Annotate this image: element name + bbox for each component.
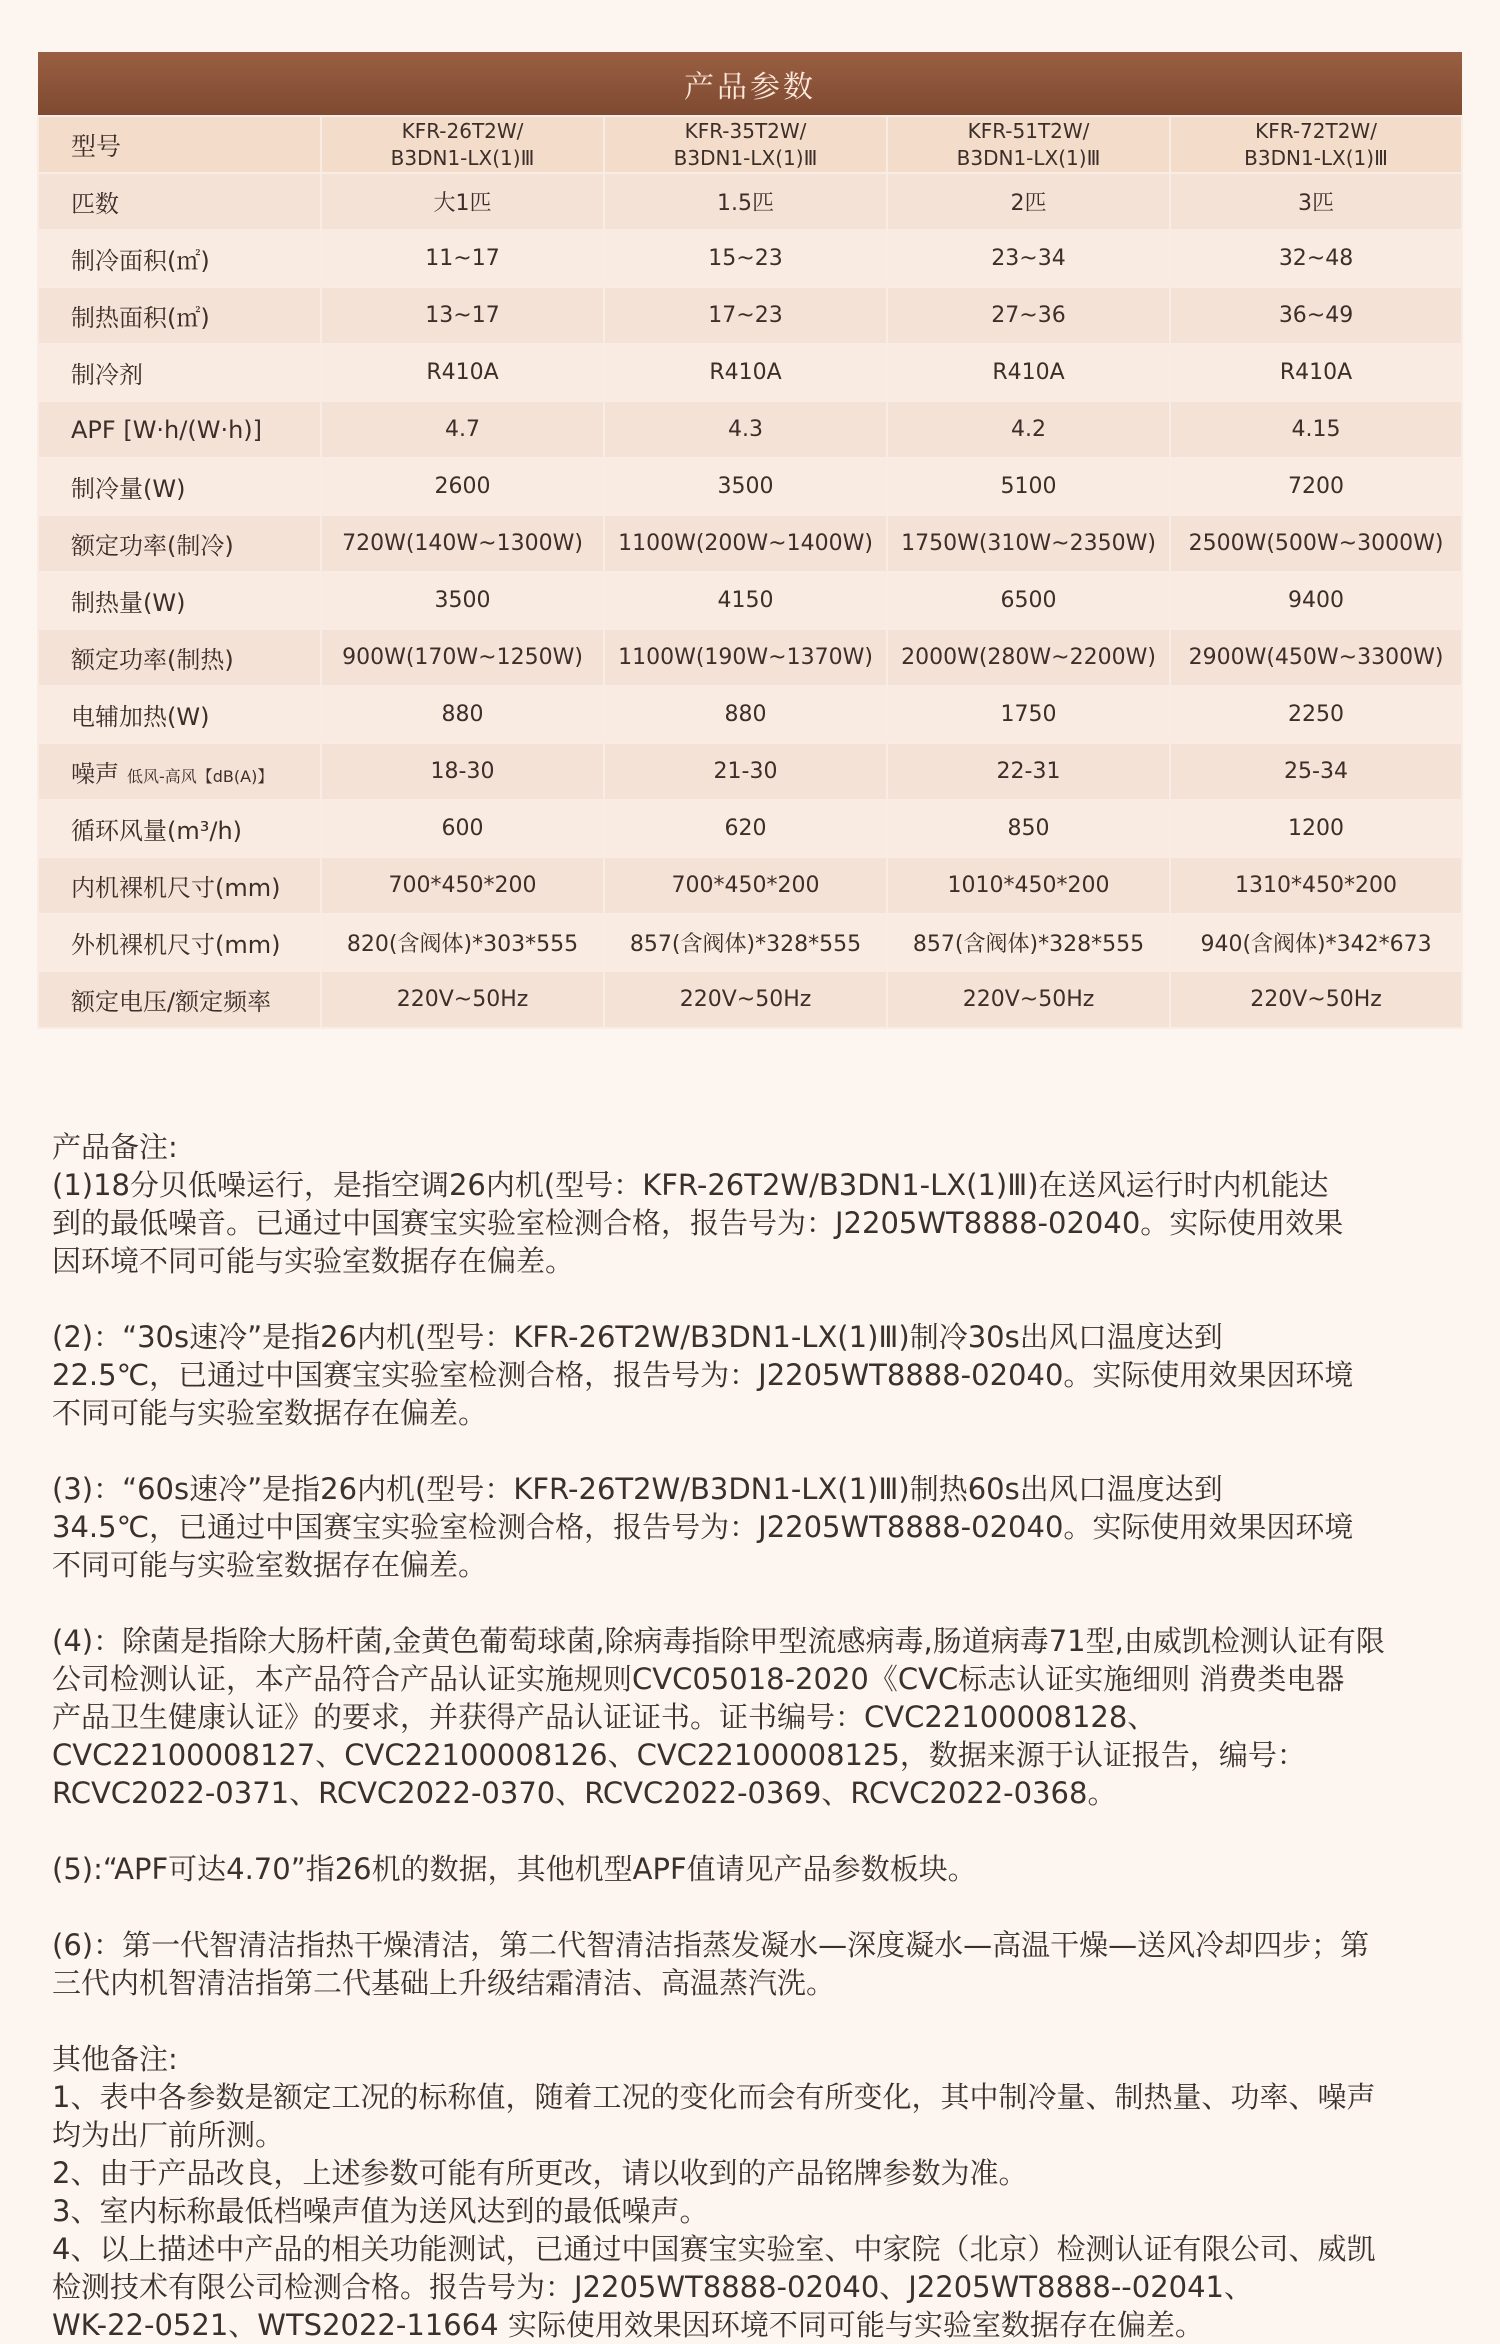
table-cell: 620 xyxy=(604,800,887,857)
table-cell: 3500 xyxy=(321,572,604,629)
note-6: (6)：第一代智清洁指热干燥清洁，第二代智清洁指蒸发凝水—深度凝水—高温干燥—送风冷却四步；第 三代内机智清洁指第二代基础上升级结霜清洁、高温蒸汽洗。 xyxy=(52,1928,1370,2000)
row-label: 型号 xyxy=(38,116,321,173)
other-note-4: 4、以上描述中产品的相关功能测试，已通过中国赛宝实验室、中家院（北京）检测认证有限公司、威凯 检测技术有限公司检测合格。报告号为：J2205WT8888-02040、J2205WT8888--02041、 WK-22-0521、WTS2022-11664 实际使用效果因环境不同可能与实验室数据存在偏差。 xyxy=(52,2232,1376,2342)
other-notes-heading: 其他备注: xyxy=(52,2042,178,2076)
table-cell: 600 xyxy=(321,800,604,857)
table-cell: 4150 xyxy=(604,572,887,629)
table-cell: 1310*450*200 xyxy=(1170,857,1462,914)
table-row xyxy=(38,914,1462,971)
model-name: KFR-51T2W/ B3DN1-LX(1)Ⅲ xyxy=(956,118,1101,170)
table-cell: 700*450*200 xyxy=(604,857,887,914)
row-label: 内机裸机尺寸(mm) xyxy=(38,857,321,914)
row-label: 额定功率(制冷) xyxy=(38,515,321,572)
row-label: 电辅加热(W) xyxy=(38,686,321,743)
table-row xyxy=(38,515,1462,572)
table-cell: 4.7 xyxy=(321,401,604,458)
row-label: 制冷剂 xyxy=(38,344,321,401)
table-cell: 2900W(450W~3300W) xyxy=(1170,629,1462,686)
table-cell: 1750W(310W~2350W) xyxy=(887,515,1170,572)
row-label: 循环风量(m³/h) xyxy=(38,800,321,857)
table-cell: 2匹 xyxy=(887,173,1170,230)
row-label: 制热量(W) xyxy=(38,572,321,629)
row-label: 制冷面积(㎡) xyxy=(38,230,321,287)
table-cell: R410A xyxy=(321,344,604,401)
note-5: (5):“APF可达4.70”指26机的数据，其他机型APF值请见产品参数板块。 xyxy=(52,1852,977,1886)
table-row xyxy=(38,971,1462,1028)
table-cell: 2500W(500W~3000W) xyxy=(1170,515,1462,572)
model-name: KFR-72T2W/ B3DN1-LX(1)Ⅲ xyxy=(1244,118,1388,170)
table-cell: 27~36 xyxy=(887,287,1170,344)
other-note-2: 2、由于产品改良，上述参数可能有所更改，请以收到的产品铭牌参数为准。 xyxy=(52,2156,1028,2190)
table-cell: 32~48 xyxy=(1170,230,1462,287)
row-label: 外机裸机尺寸(mm) xyxy=(38,914,321,971)
model-cell xyxy=(321,116,604,173)
table-cell: 820(含阀体)*303*555 xyxy=(321,914,604,971)
table-row xyxy=(38,686,1462,743)
table-cell: 23~34 xyxy=(887,230,1170,287)
table-cell: 1100W(200W~1400W) xyxy=(604,515,887,572)
notes-section xyxy=(52,1128,1452,2344)
table-cell: 850 xyxy=(887,800,1170,857)
table-row xyxy=(38,458,1462,515)
table-cell: 220V~50Hz xyxy=(887,971,1170,1028)
row-label: 制热面积(㎡) xyxy=(38,287,321,344)
table-cell: 1100W(190W~1370W) xyxy=(604,629,887,686)
table-cell: 13~17 xyxy=(321,287,604,344)
table-cell: 900W(170W~1250W) xyxy=(321,629,604,686)
row-label: APF [W·h/(W·h)] xyxy=(38,401,321,458)
table-cell: 7200 xyxy=(1170,458,1462,515)
table-cell: 700*450*200 xyxy=(321,857,604,914)
table-cell: 1.5匹 xyxy=(604,173,887,230)
table-cell: R410A xyxy=(604,344,887,401)
table-cell: 25-34 xyxy=(1170,743,1462,800)
model-cell xyxy=(1170,116,1462,173)
table-cell: 1750 xyxy=(887,686,1170,743)
row-label: 额定功率(制热) xyxy=(38,629,321,686)
table-cell: 1200 xyxy=(1170,800,1462,857)
row-label xyxy=(38,743,321,800)
table-cell: 220V~50Hz xyxy=(321,971,604,1028)
model-cell xyxy=(887,116,1170,173)
table-cell: 4.3 xyxy=(604,401,887,458)
table-cell: 940(含阀体)*342*673 xyxy=(1170,914,1462,971)
row-label: 制冷量(W) xyxy=(38,458,321,515)
table-cell: 6500 xyxy=(887,572,1170,629)
noise-label-detail: 低风-高风【dB(A)】 xyxy=(127,767,274,786)
table-title-row xyxy=(38,52,1462,116)
note-2: (2)：“30s速冷”是指26内机(型号：KFR-26T2W/B3DN1-LX(1)Ⅲ)制冷30s出风口温度达到 22.5℃，已通过中国赛宝实验室检测合格，报告号为：J2205WT8888-02040。实际使用效果因环境 不同可能与实验室数据存在偏差。 xyxy=(52,1320,1354,1430)
table-cell: 2000W(280W~2200W) xyxy=(887,629,1170,686)
table-row xyxy=(38,800,1462,857)
table-cell: R410A xyxy=(887,344,1170,401)
table-row xyxy=(38,629,1462,686)
model-name: KFR-26T2W/ B3DN1-LX(1)Ⅲ xyxy=(390,118,535,170)
table-cell: 18-30 xyxy=(321,743,604,800)
table-row xyxy=(38,287,1462,344)
table-row xyxy=(38,230,1462,287)
table-cell: 1010*450*200 xyxy=(887,857,1170,914)
model-name: KFR-35T2W/ B3DN1-LX(1)Ⅲ xyxy=(673,118,818,170)
table-cell: 22-31 xyxy=(887,743,1170,800)
table-cell: R410A xyxy=(1170,344,1462,401)
row-label: 匹数 xyxy=(38,173,321,230)
model-row xyxy=(38,116,1462,173)
table-cell: 3匹 xyxy=(1170,173,1462,230)
table-cell: 大1匹 xyxy=(321,173,604,230)
table-cell: 220V~50Hz xyxy=(604,971,887,1028)
table-row xyxy=(38,572,1462,629)
noise-label: 噪声 xyxy=(71,760,119,788)
table-cell: 36~49 xyxy=(1170,287,1462,344)
other-note-3: 3、室内标称最低档噪声值为送风达到的最低噪声。 xyxy=(52,2194,709,2228)
table-cell: 220V~50Hz xyxy=(1170,971,1462,1028)
table-row xyxy=(38,743,1462,800)
row-label: 额定电压/额定频率 xyxy=(38,971,321,1028)
table-cell: 4.15 xyxy=(1170,401,1462,458)
note-1: (1)18分贝低噪运行，是指空调26内机(型号：KFR-26T2W/B3DN1-LX(1)Ⅲ)在送风运行时内机能达 到的最低噪音。已通过中国赛宝实验室检测合格，报告号为：J2205WT8888-02040。实际使用效果 因环境不同可能与实验室数据存在偏差。 xyxy=(52,1168,1344,1278)
table-cell: 5100 xyxy=(887,458,1170,515)
model-cell xyxy=(604,116,887,173)
table-cell: 21-30 xyxy=(604,743,887,800)
table-cell: 4.2 xyxy=(887,401,1170,458)
table-cell: 857(含阀体)*328*555 xyxy=(887,914,1170,971)
table-cell: 2600 xyxy=(321,458,604,515)
other-note-1: 1、表中各参数是额定工况的标称值，随着工况的变化而会有所变化，其中制冷量、制热量、功率、噪声 均为出厂前所测。 xyxy=(52,2080,1376,2152)
table-row xyxy=(38,173,1462,230)
table-cell: 880 xyxy=(321,686,604,743)
table-title: 产品参数 xyxy=(38,52,1462,116)
table-cell: 9400 xyxy=(1170,572,1462,629)
spec-table xyxy=(37,52,1463,1029)
table-cell: 11~17 xyxy=(321,230,604,287)
table-cell: 720W(140W~1300W) xyxy=(321,515,604,572)
product-notes-heading: 产品备注: xyxy=(52,1130,178,1164)
note-3: (3)：“60s速冷”是指26内机(型号：KFR-26T2W/B3DN1-LX(1)Ⅲ)制热60s出风口温度达到 34.5℃，已通过中国赛宝实验室检测合格，报告号为：J2205WT8888-02040。实际使用效果因环境 不同可能与实验室数据存在偏差。 xyxy=(52,1472,1354,1582)
table-row xyxy=(38,344,1462,401)
table-cell: 17~23 xyxy=(604,287,887,344)
table-row xyxy=(38,401,1462,458)
table-cell: 857(含阀体)*328*555 xyxy=(604,914,887,971)
table-cell: 3500 xyxy=(604,458,887,515)
table-cell: 2250 xyxy=(1170,686,1462,743)
table-row xyxy=(38,857,1462,914)
table-cell: 880 xyxy=(604,686,887,743)
table-cell: 15~23 xyxy=(604,230,887,287)
note-4: (4)：除菌是指除大肠杆菌,金黄色葡萄球菌,除病毒指除甲型流感病毒,肠道病毒71型,由威凯检测认证有限 公司检测认证，本产品符合产品认证实施规则CVC05018-2020《CVC标志认证实施细则 消费类电器 产品卫生健康认证》的要求，并获得产品认证证书。证书编号：CVC22100008128、 CVC22100008127、CVC22100008126、CVC22100008125，数据来源于认证报告，编号： RCVC2022-0371、RCVC2022-0370、RCVC2022-0369、RCVC2022-0368。 xyxy=(52,1624,1385,1810)
